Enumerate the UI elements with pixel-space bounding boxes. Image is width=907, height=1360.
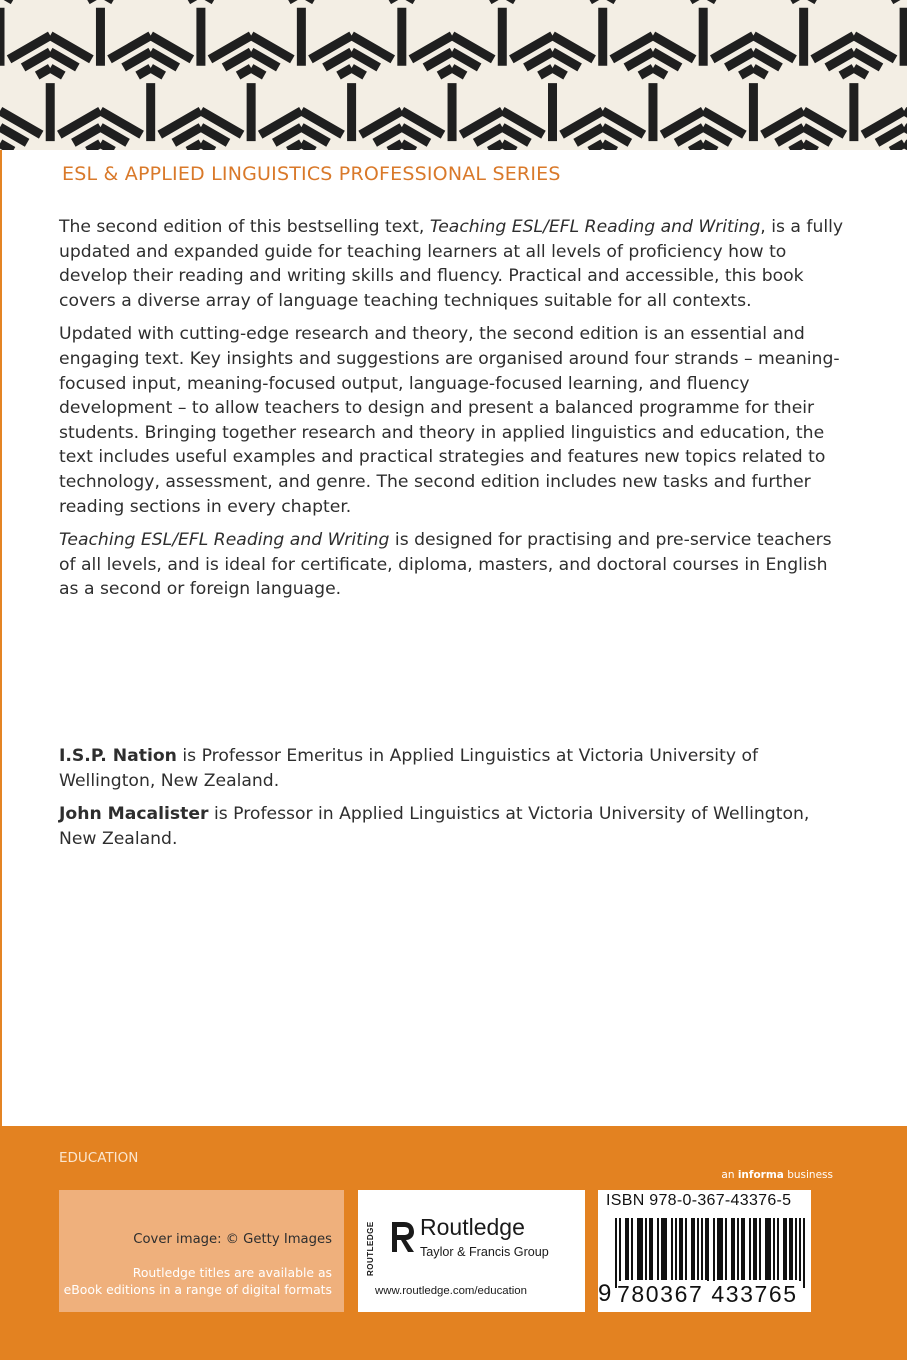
barcode-bar	[749, 1218, 751, 1280]
cover-footer	[0, 1126, 907, 1360]
subject-category: EDUCATION	[59, 1150, 139, 1166]
barcode-bar	[665, 1218, 667, 1280]
author-bios	[59, 744, 849, 860]
publisher-group: Taylor & Francis Group	[420, 1245, 549, 1259]
barcode-bar	[651, 1218, 653, 1280]
description-paragraph-1: The second edition of this bestselling text, Teaching ESL/EFL Reading and Writing, is a fully updated and expanded guide for teaching learners at all levels of proficiency how to develop their reading and writing skills and fluency. Practical and accessible, this book covers a diverse array of language teaching techniques suitable for all contexts.	[59, 217, 844, 311]
barcode-bar	[777, 1218, 779, 1280]
barcode-bar	[685, 1218, 687, 1280]
barcode-bar	[641, 1218, 643, 1280]
cover-geometric-pattern	[0, 0, 907, 150]
barcode-bar	[773, 1218, 775, 1280]
barcode-bar	[645, 1218, 647, 1280]
barcode-bar	[721, 1218, 723, 1280]
barcode-bar	[631, 1218, 633, 1280]
barcode-bar	[691, 1218, 693, 1280]
barcode-bar	[791, 1218, 793, 1280]
barcode-bar	[661, 1218, 663, 1280]
routledge-logo-icon	[388, 1218, 418, 1254]
routledge-spine-logo: ROUTLEDGE	[366, 1221, 375, 1276]
publisher-url[interactable]: www.routledge.com/education	[375, 1285, 527, 1297]
barcode-bar	[719, 1218, 721, 1280]
barcode-bar	[701, 1218, 703, 1280]
barcode-bar	[767, 1218, 769, 1280]
barcode-bar	[733, 1218, 735, 1280]
barcode-bar	[717, 1218, 719, 1280]
cover-credit-box	[59, 1190, 344, 1312]
barcode-bar	[649, 1218, 651, 1280]
barcode-bar	[675, 1218, 677, 1280]
barcode-bar	[755, 1218, 757, 1280]
informa-tagline: an informa business	[721, 1169, 833, 1181]
barcode-bar	[663, 1218, 665, 1280]
barcode-bar	[799, 1218, 801, 1288]
barcode-bar	[785, 1218, 787, 1280]
barcode-bar	[679, 1218, 681, 1280]
author-bio: I.S.P. Nation is Professor Emeritus in Applied Linguistics at Victoria University of Wellington, New Zealand.	[59, 746, 759, 791]
barcode-bar	[731, 1218, 733, 1280]
author-name: I.S.P. Nation	[59, 746, 177, 766]
barcode-bar	[789, 1218, 791, 1280]
barcode-bar	[741, 1218, 743, 1280]
barcode-bar	[713, 1218, 715, 1288]
barcode-bar	[743, 1218, 745, 1280]
barcode-bar	[705, 1218, 707, 1280]
description-paragraph-2: Updated with cutting-edge research and theory, the second edition is an essential and engaging text. Key insights and suggestions are organised around four strands – meaning-focused input, meaning-focused output, language-focused learning, and fluency development – to allow teachers to design and present a balanced programme for their students. Bringing together research and theory in applied linguistics and education, the text includes useful examples and practical strategies and features new topics related to technology, assessment, and genre. The second edition includes new tasks and further reading sections in every chapter.	[59, 324, 840, 517]
cover-image-credit: Cover image: © Getty Images	[133, 1232, 332, 1247]
barcode-bar	[697, 1218, 699, 1280]
isbn-barcode-box	[598, 1190, 811, 1312]
barcode-bar	[625, 1218, 627, 1280]
book-title-italic: Teaching ESL/EFL Reading and Writing	[429, 217, 761, 237]
barcode-bar	[737, 1218, 739, 1280]
barcode-bar	[681, 1218, 683, 1280]
barcode-bar	[795, 1218, 797, 1280]
barcode-bar	[657, 1218, 659, 1280]
barcode-bar	[769, 1218, 771, 1280]
barcode-bar	[765, 1218, 767, 1280]
barcode-bar	[783, 1218, 785, 1280]
barcode-bar	[725, 1218, 727, 1280]
author-name: John Macalister	[59, 804, 209, 825]
book-description	[59, 215, 849, 611]
book-title-italic: Teaching ESL/EFL Reading and Writing	[59, 530, 390, 551]
series-title: ESL & APPLIED LINGUISTICS PROFESSIONAL SERIES	[62, 163, 561, 185]
barcode-bar	[803, 1218, 805, 1288]
publisher-name: Routledge	[420, 1214, 525, 1240]
barcode-bar	[619, 1218, 621, 1288]
barcode-bar	[615, 1218, 617, 1288]
barcode-bar	[627, 1218, 629, 1280]
barcode-first-digit: 9	[598, 1280, 612, 1307]
barcode-bar	[707, 1218, 709, 1288]
barcode-bar	[759, 1218, 761, 1280]
barcode-digits: 780367 433765	[617, 1281, 803, 1308]
barcode-bar	[637, 1218, 639, 1280]
ebook-notice: Routledge titles are available as eBook editions in a range of digital formats	[63, 1265, 332, 1297]
barcode-bar	[693, 1218, 695, 1280]
isbn-number: ISBN 978-0-367-43376-5	[606, 1192, 792, 1209]
barcode	[615, 1218, 805, 1288]
publisher-box	[358, 1190, 585, 1312]
description-paragraph-3: Teaching ESL/EFL Reading and Writing is designed for practising and pre-service teachers of all levels, and is ideal for certificate, diploma, masters, and doctoral courses in English as a second or foreign language.	[59, 530, 832, 600]
barcode-bar	[753, 1218, 755, 1280]
barcode-bar	[639, 1218, 641, 1280]
barcode-bar	[671, 1218, 673, 1280]
author-bio: John Macalister is Professor in Applied Linguistics at Victoria University of Wellington, New Zealand.	[59, 804, 810, 849]
